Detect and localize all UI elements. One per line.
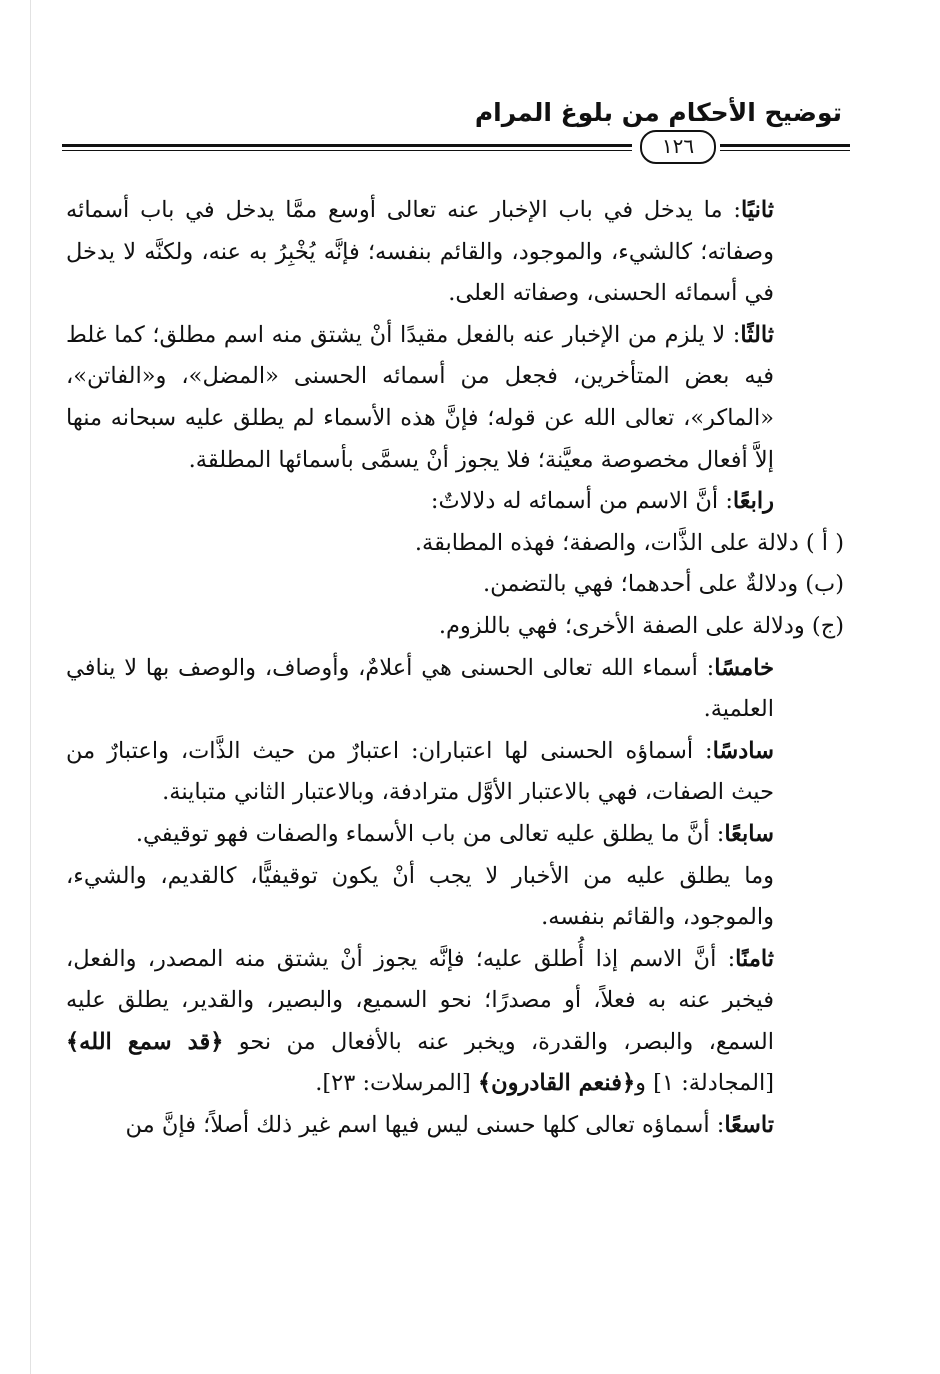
paragraph-fifth bbox=[66, 648, 844, 731]
paragraph-text: : أنَّ الاسم من أسمائه له دلالاتٌ: bbox=[430, 488, 733, 515]
list-item-b bbox=[66, 564, 844, 606]
list-item-text: ( أ ) دلالة على الذَّات، والصفة؛ فهذه المطابقة. bbox=[414, 529, 844, 556]
paragraph-seventh-continued bbox=[66, 856, 844, 939]
paragraph-seventh bbox=[66, 814, 844, 856]
quran-reference: [المجادلة: ١] و bbox=[635, 1070, 774, 1097]
header-rule-right bbox=[720, 144, 850, 147]
list-item-text: (ب) ودلالةٌ على أحدهما؛ فهي بالتضمن. bbox=[482, 571, 844, 598]
list-item-a bbox=[66, 523, 844, 565]
paragraph-text: : أسماء الله تعالى الحسنى هي أعلامٌ، وأوصاف، والوصف بها لا ينافي العلمية. bbox=[66, 654, 774, 723]
paragraph-eighth bbox=[66, 939, 844, 1105]
header-rule-left-thin bbox=[62, 150, 632, 151]
paragraph-text: : أنَّ الاسم إذا أُطلق عليه؛ فإنَّه يجوز أنْ يشتق منه المصدر، والفعل، فيخبر عنه به فعلاً، أو مصدرًا؛ نحو السميع، والبصير، والقدير، يطلق عليه السمع، والبصر، والقدرة، ويخبر عنه بالأفعال من نحو bbox=[66, 945, 775, 1055]
paragraph-fourth bbox=[66, 481, 844, 523]
list-item-c bbox=[66, 606, 844, 648]
paragraph-text: : لا يلزم من الإخبار عنه بالفعل مقيدًا أنْ يشتق منه اسم مطلق؛ كما غلط فيه بعض المتأخرين، فجعل من أسمائه الحسنى «المضل»، و«الفاتن»، «الماكر»، تعالى الله عن قوله؛ فإنَّ هذه الأسماء لم يطلق عليه سبحانه منها إلاَّ أفعال مخصوصة معيَّنة؛ فلا يجوز أنْ يسمَّى بأسمائها المطلقة. bbox=[66, 321, 774, 473]
paragraph-text: : أسماؤه الحسنى لها اعتباران: اعتبارٌ من حيث الذَّات، واعتبارٌ من حيث الصفات، فهي بالاعتبار الأوَّل مترادفة، وبالاعتبار الثاني متباينة. bbox=[66, 737, 774, 806]
paragraph-lead: خامسًا bbox=[714, 654, 774, 681]
paragraph-second bbox=[66, 190, 844, 315]
paragraph-text: : أسماؤه تعالى كلها حسنى ليس فيها اسم غير ذلك أصلاً؛ فإنَّ من bbox=[125, 1112, 725, 1139]
paragraph-lead: تاسعًا bbox=[724, 1112, 774, 1139]
paragraph-text: : أنَّ ما يطلق عليه تعالى من باب الأسماء والصفات فهو توقيفي. bbox=[135, 820, 725, 847]
list-item-text: (ج) ودلالة على الصفة الأخرى؛ فهي باللزوم. bbox=[438, 612, 844, 639]
header-rule-right-thin bbox=[720, 150, 850, 151]
paragraph-lead: سادسًا bbox=[712, 737, 774, 764]
book-title: توضيح الأحكام من بلوغ المرام bbox=[474, 98, 842, 127]
paragraph-lead: رابعًا bbox=[732, 488, 774, 515]
paragraph-text: : ما يدخل في باب الإخبار عنه تعالى أوسع ممَّا يدخل في باب أسمائه وصفاته؛ كالشيء، والموجود، والقائم بنفسه؛ فإنَّه يُخْبِرُ به عنه، ولكنَّه لا يدخل في أسمائه الحسنى، وصفاته العلى. bbox=[66, 197, 774, 307]
quran-reference: [المرسلات: ٢٣]. bbox=[315, 1070, 478, 1097]
quran-quote: ﴿قد سمع الله﴾ bbox=[66, 1028, 224, 1055]
paragraph-lead: ثانيًا bbox=[740, 197, 774, 223]
page-header bbox=[62, 92, 850, 162]
paragraph-lead: سابعًا bbox=[724, 820, 774, 847]
paragraph-third bbox=[66, 315, 844, 481]
paragraph-lead: ثامنًا bbox=[735, 945, 774, 972]
page-body bbox=[66, 190, 844, 1270]
paragraph-ninth bbox=[66, 1105, 844, 1147]
scan-edge-line bbox=[30, 0, 31, 1374]
paragraph-text: وما يطلق عليه من الأخبار لا يجب أنْ يكون توقيفيًّا، كالقديم، والشيء، والموجود، والقائم بنفسه. bbox=[66, 862, 774, 931]
header-rule-left bbox=[62, 144, 632, 147]
quran-quote: ﴿فنعم القادرون﴾ bbox=[477, 1070, 636, 1097]
paragraph-lead: ثالثًا bbox=[740, 321, 774, 348]
paragraph-sixth bbox=[66, 731, 844, 814]
page-number: ١٢٦ bbox=[640, 130, 716, 164]
